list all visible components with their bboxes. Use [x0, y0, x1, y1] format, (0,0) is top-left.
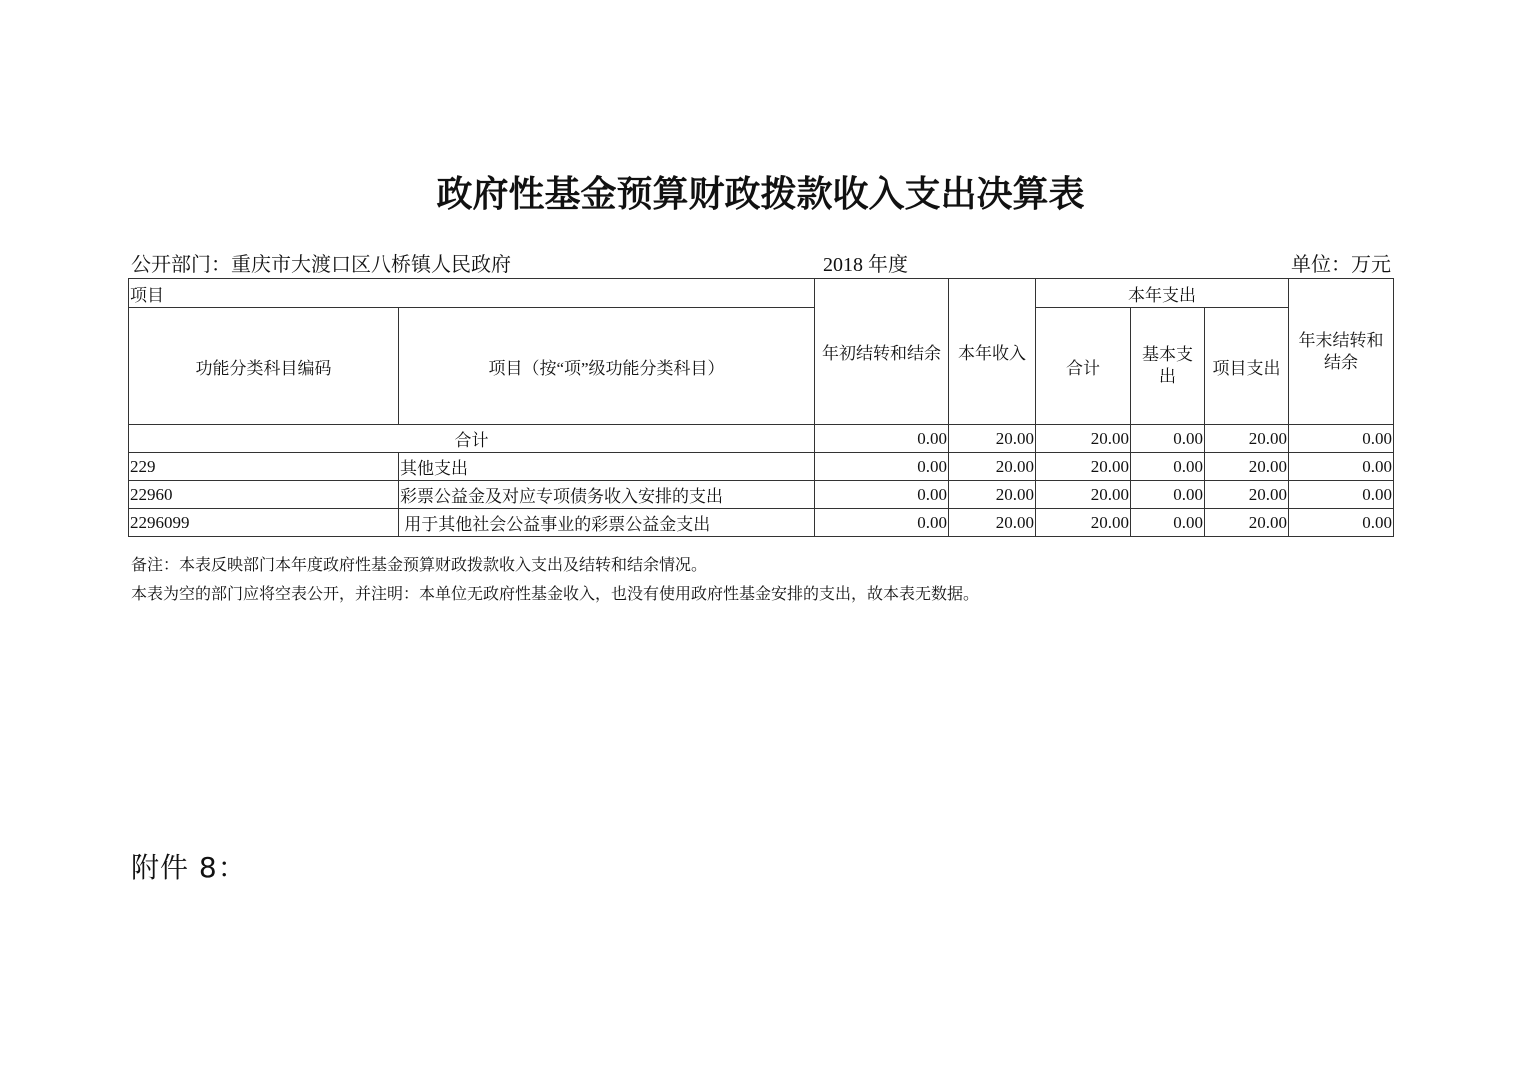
row-income: 20.00 — [949, 481, 1036, 509]
total-project-expense: 20.00 — [1205, 425, 1289, 453]
total-income: 20.00 — [949, 425, 1036, 453]
total-opening-balance: 0.00 — [815, 425, 949, 453]
row-expense-total: 20.00 — [1036, 453, 1131, 481]
closing-balance-header-line2: 结余 — [1324, 352, 1359, 372]
row-code: 22960 — [129, 481, 399, 509]
department-label: 公开部门：重庆市大渡口区八桥镇人民政府 — [131, 254, 511, 276]
remark-note: 备注：本表反映部门本年度政府性基金预算财政拨款收入支出及结转和结余情况。 — [131, 557, 708, 574]
basic-expense-header-line1: 基本支 — [1142, 345, 1193, 364]
income-header: 本年收入 — [949, 279, 1036, 425]
empty-table-note: 本表为空的部门应将空表公开，并注明：本单位无政府性基金收入，也没有使用政府性基金安排的支出，故本表无数据。 — [131, 586, 980, 603]
row-name: 用于其他社会公益事业的彩票公益金支出 — [399, 509, 815, 537]
table-row — [129, 453, 1394, 481]
table-row — [129, 481, 1394, 509]
code-header: 功能分类科目编码 — [129, 308, 399, 425]
page-title: 政府性基金预算财政拨款收入支出决算表 — [436, 174, 1085, 215]
row-name: 彩票公益金及对应专项债务收入安排的支出 — [399, 481, 815, 509]
basic-expense-header — [1131, 308, 1205, 425]
row-project-expense: 20.00 — [1205, 509, 1289, 537]
total-closing-balance: 0.00 — [1289, 425, 1394, 453]
row-closing-balance: 0.00 — [1289, 453, 1394, 481]
row-expense-total: 20.00 — [1036, 481, 1131, 509]
row-expense-total: 20.00 — [1036, 509, 1131, 537]
total-basic-expense: 0.00 — [1131, 425, 1205, 453]
table-row — [129, 509, 1394, 537]
row-closing-balance: 0.00 — [1289, 481, 1394, 509]
closing-balance-header — [1289, 279, 1394, 425]
row-project-expense: 20.00 — [1205, 453, 1289, 481]
expense-total-header: 合计 — [1036, 308, 1131, 425]
header-row-1 — [129, 279, 1394, 308]
basic-expense-header-line2: 出 — [1159, 367, 1176, 386]
total-label: 合计 — [129, 425, 815, 453]
project-expense-header: 项目支出 — [1205, 308, 1289, 425]
budget-table — [128, 278, 1394, 537]
unit-label: 单位：万元 — [1291, 254, 1391, 276]
expense-group-header: 本年支出 — [1036, 279, 1289, 308]
row-basic-expense: 0.00 — [1131, 481, 1205, 509]
row-opening-balance: 0.00 — [815, 481, 949, 509]
fiscal-year-label: 2018 年度 — [823, 254, 908, 276]
header-row-2 — [129, 308, 1394, 425]
row-opening-balance: 0.00 — [815, 453, 949, 481]
row-basic-expense: 0.00 — [1131, 453, 1205, 481]
row-code: 2296099 — [129, 509, 399, 537]
row-income: 20.00 — [949, 509, 1036, 537]
attachment-label: 附件 8： — [131, 851, 247, 884]
project-group-header: 项目 — [129, 279, 815, 308]
opening-balance-header: 年初结转和结余 — [815, 279, 949, 425]
row-income: 20.00 — [949, 453, 1036, 481]
row-closing-balance: 0.00 — [1289, 509, 1394, 537]
row-basic-expense: 0.00 — [1131, 509, 1205, 537]
total-row — [129, 425, 1394, 453]
row-code: 229 — [129, 453, 399, 481]
closing-balance-header-line1: 年末结转和 — [1298, 330, 1384, 350]
row-opening-balance: 0.00 — [815, 509, 949, 537]
row-project-expense: 20.00 — [1205, 481, 1289, 509]
row-name: 其他支出 — [399, 453, 815, 481]
total-expense-total: 20.00 — [1036, 425, 1131, 453]
name-header: 项目（按“项”级功能分类科目） — [399, 308, 815, 425]
